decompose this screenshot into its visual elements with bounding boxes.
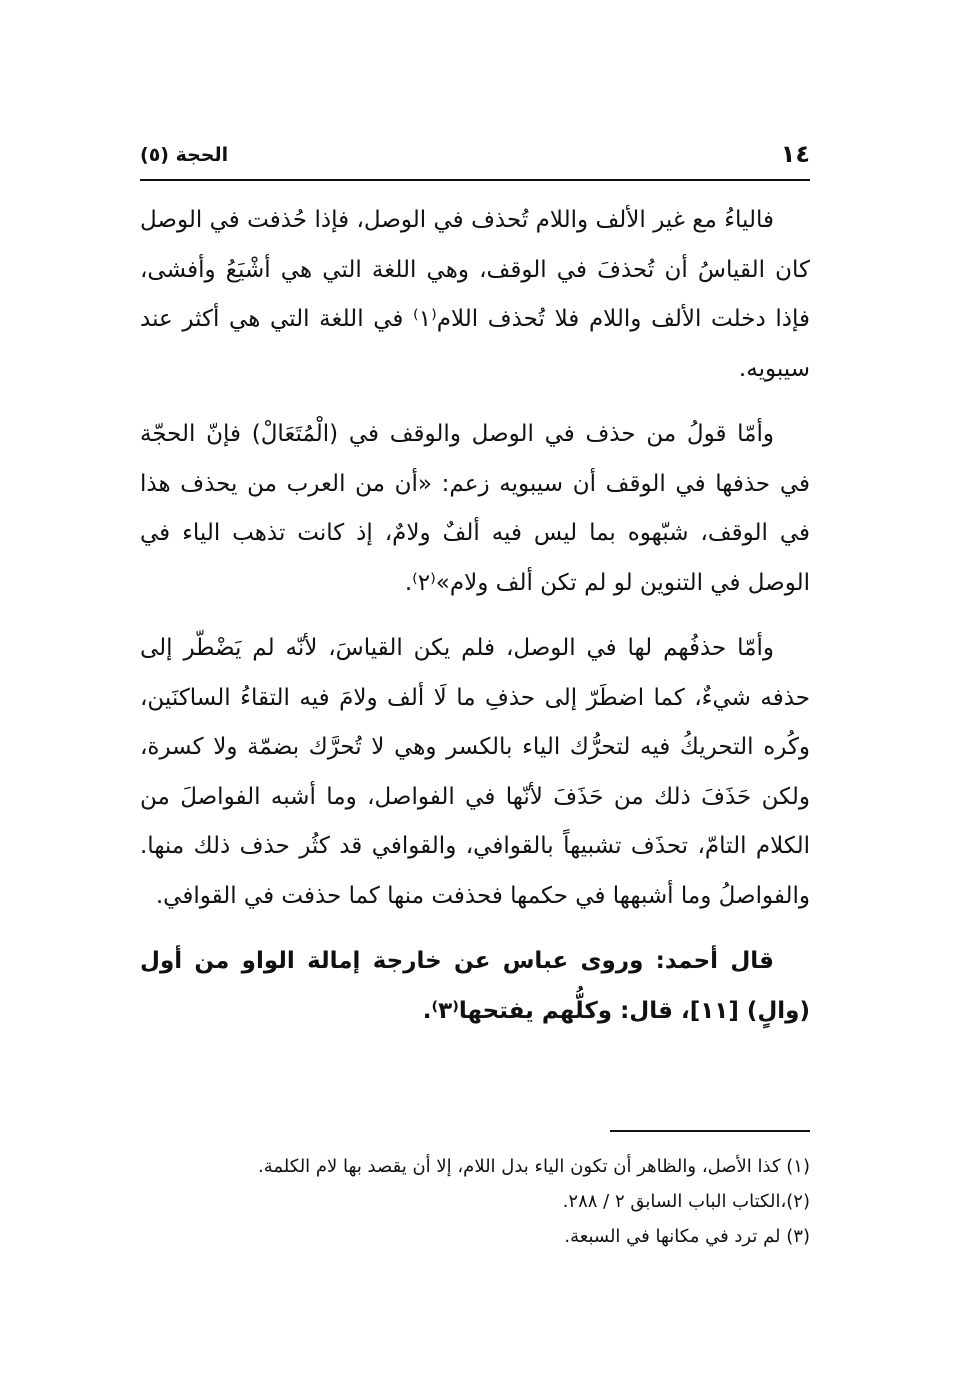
- header-rule: [140, 179, 810, 181]
- paragraph-1: فالياءُ مع غير الألف واللام تُحذف في الوصل، فإذا حُذفت في الوصل كان القياسُ أن تُحذفَ في الوقف، وهي اللغة التي هي أشْيَعُ وأفشى، فإذا دخلت الألف واللام فلا تُحذف اللام⁽١⁾ في اللغة التي هي أكثر عند سيبويه.: [140, 207, 810, 382]
- footnote-2: (٢)،الكتاب الباب السابق ٢ / ٢٨٨.: [562, 1191, 810, 1212]
- page-header: [140, 140, 810, 176]
- main-text: [140, 196, 810, 1052]
- footnote-1: (١) كذا الأصل، والظاهر أن تكون الياء بدل اللام، إلا أن يقصد بها لام الكلمة.: [258, 1156, 810, 1177]
- footnote-3: (٣) لم ترد في مكانها في السبعة.: [564, 1226, 810, 1247]
- footnotes: [140, 1130, 810, 1255]
- footnote-rule: [610, 1130, 810, 1132]
- running-title: الحجة (٥): [140, 144, 229, 166]
- bold-paragraph: قال أحمد: وروى عباس عن خارجة إمالة الواو من أول (والٍ) [١١]، قال: وكلُّهم يفتحها⁽٣⁾.: [140, 948, 810, 1024]
- paragraph-2: وأمّا قولُ من حذف في الوصل والوقف في (الْمُتَعَالْ) فإنّ الحجّة في حذفها في الوقف أن سيبويه زعم: «أن من العرب من يحذف هذا في الوقف، شبّهوه بما ليس فيه ألفٌ ولامٌ، إذ كانت تذهب الياء في الوصل في التنوين لو لم تكن ألف ولام»⁽٢⁾.: [140, 421, 810, 596]
- paragraph-3: وأمّا حذفُهم لها في الوصل، فلم يكن القياسَ، لأنّه لم يَضْطّر إلى حذفه شيءٌ، كما اضطَرّ إلى حذفِ ما لَا ألف ولامَ فيه التقاءُ الساكنَين، وكُره التحريكُ فيه لتحرُّك الياء بالكسر وهي لا تُحرَّك بضمّة ولا كسرة، ولكن حَذَفَ ذلك من حَذَفَ لأنّها في الفواصل، وما أشبه الفواصلَ من الكلام التامّ، تحذَف تشبيهاً بالقوافي، والقوافي قد كثُر حذف ذلك منها. والفواصلُ وما أشبهها في حكمها فحذفت منها كما حذفت في القوافي.: [140, 635, 810, 909]
- page-number: ١٤: [780, 140, 810, 168]
